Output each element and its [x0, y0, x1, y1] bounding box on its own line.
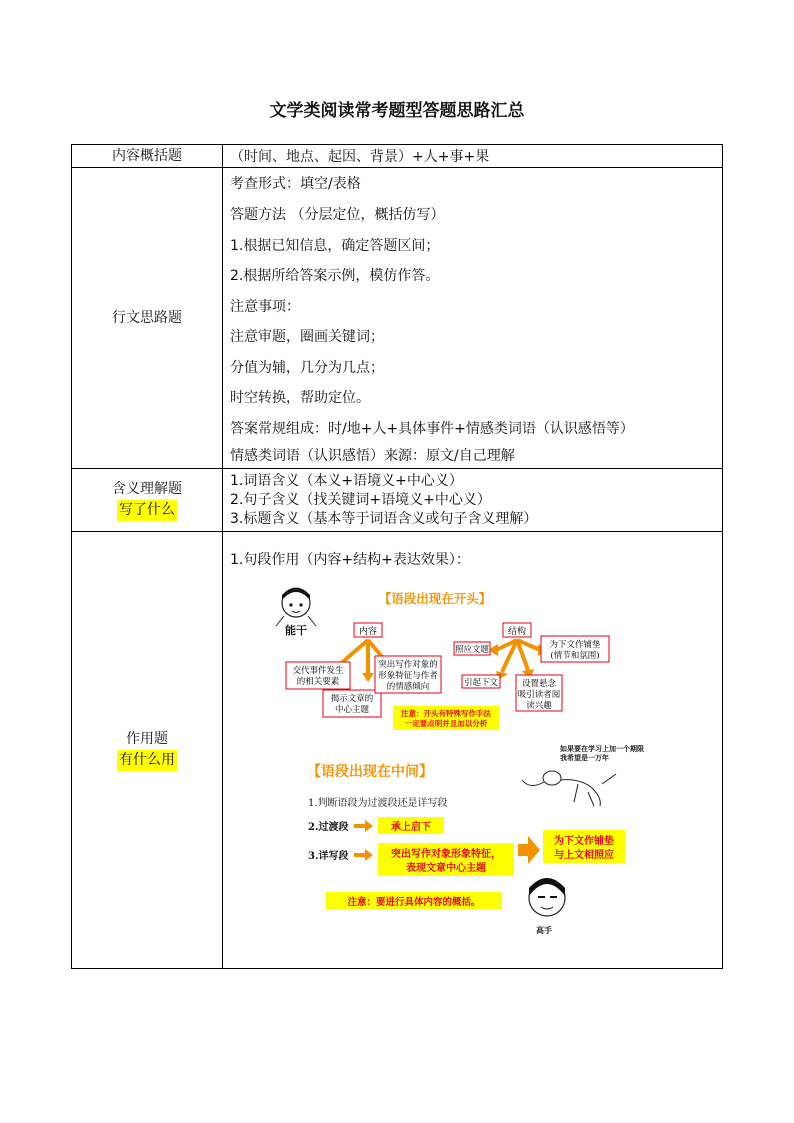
note-top-line: 注意：开头有特殊写作手法 — [401, 709, 491, 718]
box-s1-text: 照应文题 — [454, 645, 490, 655]
text-line: 1.句段作用（内容+结构+表达效果）： — [230, 552, 470, 568]
box-s4-line: 为下文作铺垫 — [549, 640, 601, 650]
row-content — [223, 532, 723, 969]
text-line: 答题方法 （分层定位，概括仿写） — [230, 206, 445, 223]
row-label-highlight: 有什么用 — [117, 750, 177, 771]
page-title: 文学类阅读常考题型答题思路汇总 — [269, 101, 525, 121]
mid-box-right-line: 与上文相照应 — [554, 850, 614, 861]
text-line: 1.根据已知信息，确定答题区间； — [230, 237, 440, 254]
content-box-text: 内容 — [358, 627, 378, 637]
box-c2-line: 揭示文章的 — [330, 694, 374, 704]
row-content: （时间、地点、起因、背景）+人+事+果 — [223, 145, 723, 168]
row-content-summary — [72, 145, 723, 168]
summary-table — [71, 144, 723, 969]
row-label — [72, 532, 223, 969]
sticker-nenggan — [276, 588, 316, 638]
sticker-gaoshou — [529, 878, 565, 935]
note-top-line: 一定要点明并且加以分析 — [404, 719, 488, 728]
structure-box-text: 结构 — [507, 627, 527, 637]
function-diagram — [230, 570, 720, 968]
text-line: 时空转换，帮助定位。 — [230, 390, 370, 407]
text-line: 3.标题含义（基本等于词语含义或句子含义理解） — [230, 510, 538, 527]
row-content — [223, 469, 723, 532]
box-c1-line: 的相关要素 — [296, 677, 340, 687]
box-s3-line: 设置悬念 — [521, 679, 557, 689]
mid-box-detail-line: 表现文章中心主题 — [406, 863, 486, 874]
sticker-text: 高手 — [536, 926, 552, 935]
row-label: 行文思路题 — [72, 168, 223, 469]
row-writing-logic — [72, 168, 723, 469]
text-line: 注意事项： — [230, 298, 300, 315]
meme-stickman — [522, 744, 644, 806]
mid-item-2: 2.过渡段 — [308, 822, 349, 833]
text-line: 2.根据所给答案示例，模仿作答。 — [230, 268, 440, 285]
row-label: 内容概括题 — [72, 145, 223, 168]
row-label-main: 作用题 — [126, 731, 168, 747]
row-meaning — [72, 469, 723, 532]
structure-arrows — [496, 640, 540, 672]
box-s4-line: (情节和氛围) — [550, 651, 600, 661]
meme-line: 如果要在学习上加一个期限 — [560, 745, 644, 753]
section-heading-mid: 【语段出现在中间】 — [307, 764, 433, 780]
text-line: 分值为辅，几分为几点； — [230, 359, 384, 376]
mid-box-right-line: 为下文作铺垫 — [554, 836, 614, 847]
mid-box-transition-text: 承上启下 — [391, 822, 431, 833]
big-arrow-right — [518, 836, 540, 864]
row-label — [72, 469, 223, 532]
row-content — [223, 168, 723, 469]
text-line: 考查形式：填空/表格 — [230, 176, 361, 193]
box-s3-line: 读兴趣 — [526, 701, 552, 711]
text-line: 情感类词语（认识感悟）来源：原文/自己理解 — [230, 447, 515, 464]
sticker-text: 能干 — [285, 624, 307, 637]
mid-item-3: 3.详写段 — [308, 851, 349, 862]
text-line: 2.句子含义（找关键词+语境义+中心义） — [230, 491, 491, 508]
meme-line: 我希望是一万年 — [560, 754, 609, 762]
box-c1-line: 交代事件发生 — [292, 666, 344, 676]
box-c2-line: 中心主题 — [334, 705, 370, 715]
row-function — [72, 532, 723, 969]
box-s3-line: 吸引读者阅 — [517, 690, 561, 700]
box-c3-line: 形象特征与作者 — [378, 671, 438, 681]
mid-item-1: 1.判断语段为过渡段还是详写段 — [308, 798, 448, 809]
box-s2-text: 引起下文 — [463, 678, 499, 688]
text-line: 答案常规组成：时/地+人+具体事件+情感类词语（认识感悟等） — [230, 421, 634, 438]
mid-box-detail-line: 突出写作对象形象特征， — [391, 849, 501, 860]
text-line: 注意审题，圈画关键词； — [230, 329, 384, 346]
box-c3-line: 的情感倾向 — [386, 682, 430, 692]
row-label-main: 含义理解题 — [112, 481, 182, 497]
section-heading-top: 【语段出现在开头】 — [378, 591, 492, 606]
note-mid-text: 注意：要进行具体内容的概括。 — [347, 897, 481, 908]
text-line: 1.词语含义（本义+语境义+中心义） — [230, 472, 463, 489]
row-label-highlight: 写了什么 — [117, 500, 177, 521]
box-c3-line: 突出写作对象的 — [378, 660, 438, 670]
